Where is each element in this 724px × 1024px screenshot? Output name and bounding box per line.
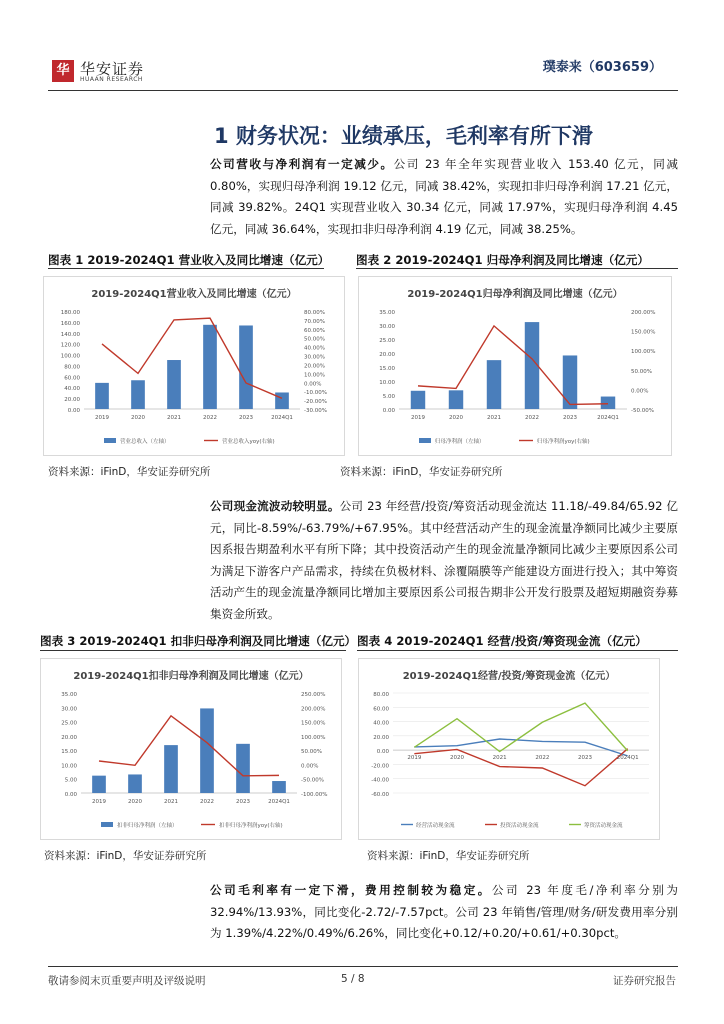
y2-tick-label: -100.00%: [301, 792, 328, 798]
y2-tick-label: 200.00%: [631, 310, 656, 316]
y2-tick-label: -50.00%: [301, 777, 324, 784]
yoy-line: [102, 318, 282, 398]
logo-mark: 华: [52, 60, 74, 82]
x-tick-label: 2022: [203, 415, 217, 421]
y-tick-label: 20.00: [379, 352, 395, 358]
y-tick-label: 40.00: [373, 720, 389, 727]
y-tick-label: 30.00: [61, 706, 77, 713]
y-tick-label: 0.00: [64, 792, 77, 798]
y2-tick-label: 150.00%: [631, 329, 656, 336]
figure-1-title: 图表 1 2019-2024Q1 营业收入及同比增速（亿元）: [48, 253, 330, 267]
legend-label: 经营活动现金流: [416, 823, 455, 829]
legend-label: 投资活动现金流: [500, 823, 539, 829]
y-tick-label: 0.00: [382, 408, 395, 414]
figure-1-source: 资料来源：iFinD，华安证券研究所: [48, 466, 211, 478]
series-line-1: [414, 749, 627, 786]
page-number: 5 / 8: [341, 973, 365, 985]
bar-2022: [200, 708, 214, 793]
y2-tick-label: -10.00%: [304, 390, 327, 397]
bar-2024Q1: [272, 781, 286, 793]
bar-2020: [128, 774, 142, 793]
bar-2021: [164, 745, 178, 793]
y2-tick-label: 200.00%: [301, 706, 326, 713]
figure-2-source: 资料来源：iFinD，华安证券研究所: [340, 466, 503, 478]
x-tick-label: 2020: [128, 799, 142, 805]
y-tick-label: -40.00: [371, 777, 389, 784]
y2-tick-label: 80.00%: [304, 310, 325, 316]
y2-tick-label: 0.00%: [301, 763, 319, 770]
bar-2021: [487, 360, 501, 409]
legend-label: 归母净利润（左轴）: [435, 439, 485, 445]
figure-1-rule: [48, 268, 324, 269]
series-line-0: [414, 739, 627, 756]
bar-2024Q1: [275, 392, 289, 409]
bar-2020: [449, 390, 463, 409]
y2-tick-label: 150.00%: [301, 720, 326, 727]
paragraph-lead: 公司毛利率有一定下滑，费用控制较为稳定。: [210, 883, 492, 897]
bar-2020: [131, 380, 145, 409]
y-tick-label: 10.00: [379, 380, 395, 386]
x-tick-label: 2022: [535, 755, 550, 762]
chart-title: 2019-2024Q1营业收入及同比增速（亿元）: [91, 289, 297, 300]
bar-2023: [236, 744, 250, 793]
legend-label: 扣非归母净利润（左轴）: [117, 823, 178, 829]
bar-2019: [95, 383, 109, 409]
y-tick-label: 5.00: [64, 777, 77, 784]
y2-tick-label: -50.00%: [631, 408, 654, 414]
y-tick-label: 100.00: [60, 353, 80, 360]
y2-tick-label: 0.00%: [631, 388, 649, 395]
paragraph-lead: 公司现金流波动较明显。: [210, 499, 340, 513]
y-tick-label: 20.00: [373, 734, 389, 741]
paragraph-cashflow: [210, 496, 678, 625]
y-tick-label: -20.00: [371, 763, 389, 770]
y2-tick-label: 250.00%: [301, 692, 326, 698]
legend-swatch-bar: [104, 438, 116, 443]
y2-tick-label: 70.00%: [304, 318, 325, 325]
paragraph-lead: 公司营收与净利润有一定减少。: [210, 157, 394, 171]
logo-subtitle: HUAAN RESEARCH: [80, 76, 143, 83]
x-tick-label: 2020: [449, 415, 463, 421]
section-title: 1 财务状况：业绩承压，毛利率有所下滑: [214, 124, 593, 148]
legend-label: 扣非归母净利润yoy(右轴): [219, 823, 283, 829]
bar-2023: [239, 325, 253, 409]
x-tick-label: 2021: [487, 415, 501, 421]
y2-tick-label: 50.00%: [301, 749, 322, 756]
x-tick-label: 2022: [525, 415, 539, 421]
paragraph-body: 公司 23 年全年实现营业收入 153.40 亿元，同减 0.80%，实现归母净利润 19.12 亿元，同减 38.42%，实现扣非归母净利润 17.21 亿元，同减 39.82%。24Q1 实现营业收入 30.34 亿元，同减 17.97%，实现归母净利润 4.45 亿元，同减 36.64%，实现扣非归母净利润 4.19 亿元，同减 38.25%。: [210, 157, 678, 236]
figure-4-title: 图表 4 2019-2024Q1 经营/投资/筹资现金流（亿元）: [357, 634, 647, 648]
yoy-line: [418, 326, 608, 405]
y-tick-label: 25.00: [379, 338, 395, 344]
paragraph-body: 公司 23 年度毛/净利率分别为 32.94%/13.93%，同比变化-2.72/-7.57pct。公司 23 年销售/管理/财务/研发费用率分别为 1.39%/4.22%/0.49%/6.26%，同比变化+0.12/+0.20/+0.61/+0.30pct。: [210, 883, 678, 940]
bar-2021: [167, 360, 181, 409]
bar-2019: [92, 776, 106, 793]
logo-name: 华安证券: [80, 60, 145, 78]
y2-tick-label: 60.00%: [304, 327, 325, 334]
y2-tick-label: 30.00%: [304, 354, 325, 361]
figure-3-title: 图表 3 2019-2024Q1 扣非归母净利润及同比增速（亿元）: [40, 634, 357, 648]
y-tick-label: 35.00: [379, 310, 395, 316]
y2-tick-label: 10.00%: [304, 372, 325, 379]
chart-title: 2019-2024Q1经营/投资/筹资现金流（亿元）: [402, 671, 616, 682]
y-tick-label: 80.00: [64, 364, 80, 371]
y-tick-label: 20.00: [61, 734, 77, 741]
bar-2022: [203, 325, 217, 409]
chart-net-profit: [358, 276, 672, 456]
y-tick-label: 30.00: [379, 324, 395, 330]
x-tick-label: 2021: [164, 799, 178, 805]
yoy-line: [99, 716, 279, 776]
y-tick-label: 0.00: [67, 408, 80, 414]
y-tick-label: 60.00: [373, 706, 389, 713]
figure-3-rule: [40, 650, 346, 651]
x-tick-label: 2024Q1: [616, 755, 639, 762]
y2-tick-label: 100.00%: [301, 734, 326, 741]
x-tick-label: 2019: [411, 415, 425, 421]
chart-cashflow: [358, 658, 660, 840]
paragraph-revenue: [210, 154, 678, 240]
figure-2-rule: [356, 268, 678, 269]
x-tick-label: 2021: [492, 755, 507, 762]
x-tick-label: 2020: [131, 415, 145, 421]
figure-2-title: 图表 2 2019-2024Q1 归母净利润及同比增速（亿元）: [356, 253, 649, 267]
stock-name: 璞泰来（603659）: [542, 60, 662, 75]
y2-tick-label: -20.00%: [304, 399, 327, 406]
y-tick-label: 35.00: [61, 692, 77, 698]
header-rule: [48, 90, 678, 91]
legend-swatch-bar: [419, 438, 431, 443]
footer-report-type: 证券研究报告: [613, 975, 676, 987]
y-tick-label: 20.00: [64, 397, 80, 404]
x-tick-label: 2019: [407, 755, 422, 762]
y2-tick-label: 20.00%: [304, 363, 325, 370]
legend-swatch-bar: [101, 822, 113, 827]
y2-tick-label: 50.00%: [304, 336, 325, 343]
y-tick-label: 10.00: [61, 763, 77, 770]
figure-4-source: 资料来源：iFinD，华安证券研究所: [367, 850, 530, 862]
legend-label: 归母净利润yoy(右轴): [537, 439, 590, 445]
y2-tick-label: 0.00%: [304, 381, 322, 388]
x-tick-label: 2023: [578, 755, 592, 762]
y-tick-label: 180.00: [60, 310, 80, 316]
bar-2019: [411, 391, 425, 409]
legend-label: 营业总收入（左轴）: [120, 439, 170, 445]
chart-deducted-profit: [40, 658, 342, 840]
footer-disclaimer: 敬请参阅末页重要声明及评级说明: [48, 975, 206, 987]
x-tick-label: 2019: [95, 415, 109, 421]
y-tick-label: 160.00: [60, 320, 80, 327]
chart-title: 2019-2024Q1归母净利润及同比增速（亿元）: [407, 289, 623, 300]
chart-title: 2019-2024Q1扣非归母净利润及同比增速（亿元）: [73, 671, 309, 682]
y2-tick-label: 40.00%: [304, 345, 325, 352]
y-tick-label: 0.00: [376, 749, 389, 756]
bar-2023: [563, 355, 577, 409]
footer-rule: [48, 966, 678, 967]
y2-tick-label: -30.00%: [304, 408, 327, 414]
x-tick-label: 2023: [236, 799, 250, 805]
paragraph-margin: [210, 880, 678, 945]
legend-label: 筹资活动现金流: [584, 823, 623, 829]
y2-tick-label: 50.00%: [631, 368, 652, 375]
figure-4-rule: [357, 650, 678, 651]
y-tick-label: 15.00: [379, 366, 395, 372]
x-tick-label: 2019: [92, 799, 106, 805]
y-tick-label: 120.00: [60, 342, 80, 349]
x-tick-label: 2020: [450, 755, 464, 762]
paragraph-body: 公司 23 年经营/投资/筹资活动现金流达 11.18/-49.84/65.92 亿元，同比-8.59%/-63.79%/+67.95%。其中经营活动产生的现金流量净额同比减少主要原因系报告期盈利水平有所下降；其中投资活动产生的现金流量净额同比减少主要原因系公司为满足下游客户产品需求，持续在负极材料、涂覆隔膜等产能建设方面进行投入；其中筹资活动产生的现金流量净额同比增加主要原因系公司报告期非公开发行股票及超短期融资券募集资金所致。: [210, 499, 678, 621]
y-tick-label: 5.00: [382, 394, 395, 400]
y-tick-label: 15.00: [61, 749, 77, 756]
y-tick-label: 60.00: [64, 375, 80, 382]
figure-3-source: 资料来源：iFinD，华安证券研究所: [44, 850, 207, 862]
chart-revenue: [43, 276, 345, 456]
y-tick-label: 140.00: [60, 331, 80, 338]
x-tick-label: 2024Q1: [268, 799, 290, 805]
series-line-2: [414, 703, 627, 752]
x-tick-label: 2023: [563, 415, 577, 421]
y-tick-label: 80.00: [373, 692, 389, 698]
x-tick-label: 2021: [167, 415, 181, 421]
y-tick-label: -60.00: [371, 792, 389, 798]
x-tick-label: 2024Q1: [271, 415, 293, 421]
legend-label: 营业总收入yoy(右轴): [222, 439, 275, 445]
y-tick-label: 40.00: [64, 386, 80, 393]
y-tick-label: 25.00: [61, 720, 77, 727]
y2-tick-label: 100.00%: [631, 349, 656, 356]
x-tick-label: 2024Q1: [597, 415, 619, 421]
bar-2024Q1: [601, 397, 615, 409]
x-tick-label: 2023: [239, 415, 253, 421]
x-tick-label: 2022: [200, 799, 214, 805]
